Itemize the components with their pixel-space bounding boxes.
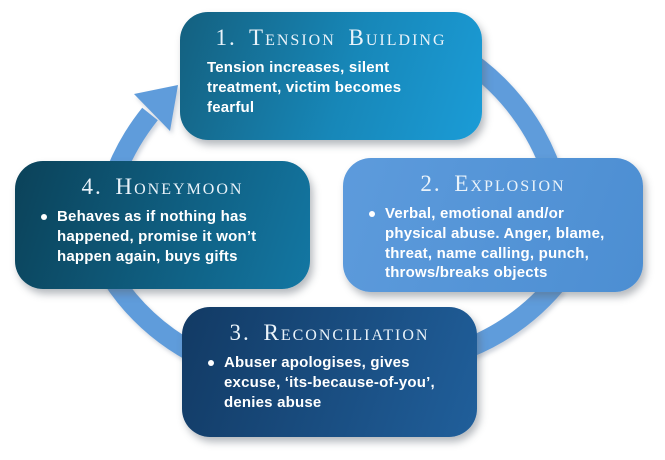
arrow-stage2-to-stage3-icon — [468, 284, 556, 348]
stage-1-tension-building-box — [180, 12, 482, 140]
stage-3-body-text: Abuser apologises, gives excuse, ‘its-because-of-you’, denies abuse — [224, 354, 435, 411]
stage-3-reconciliation-box — [182, 307, 477, 437]
stage-4-body-text: Behaves as if nothing has happened, promise it won’t happen again, buys gifts — [57, 208, 257, 265]
bullet-dot-icon — [208, 360, 214, 366]
stage-4-title: 4. Honeymoon — [81, 174, 244, 199]
arrow-stage3-to-stage4-icon — [112, 278, 192, 352]
stage-2-title: 2. Explosion — [420, 171, 566, 196]
stage-2-explosion-box — [343, 158, 643, 292]
stage-1-body — [180, 58, 482, 117]
bullet-dot-icon — [41, 214, 47, 220]
stage-2-body-text: Verbal, emotional and/or physical abuse. Anger, blame, threat, name calling, punch, throws/breaks objects — [385, 205, 605, 282]
arrow-stage1-to-stage2-icon — [470, 62, 552, 172]
bullet-dot-icon — [369, 211, 375, 217]
stage-1-body-text: Tension increases, silent treatment, victim becomes fearful — [207, 59, 402, 116]
stage-3-title: 3. Reconciliation — [229, 320, 430, 345]
stage-4-honeymoon-box — [15, 161, 310, 289]
stage-3-body — [182, 353, 477, 412]
stage-4-body — [15, 207, 310, 266]
stage-1-title: 1. Tension Building — [215, 25, 447, 50]
stage-2-body — [343, 204, 643, 283]
